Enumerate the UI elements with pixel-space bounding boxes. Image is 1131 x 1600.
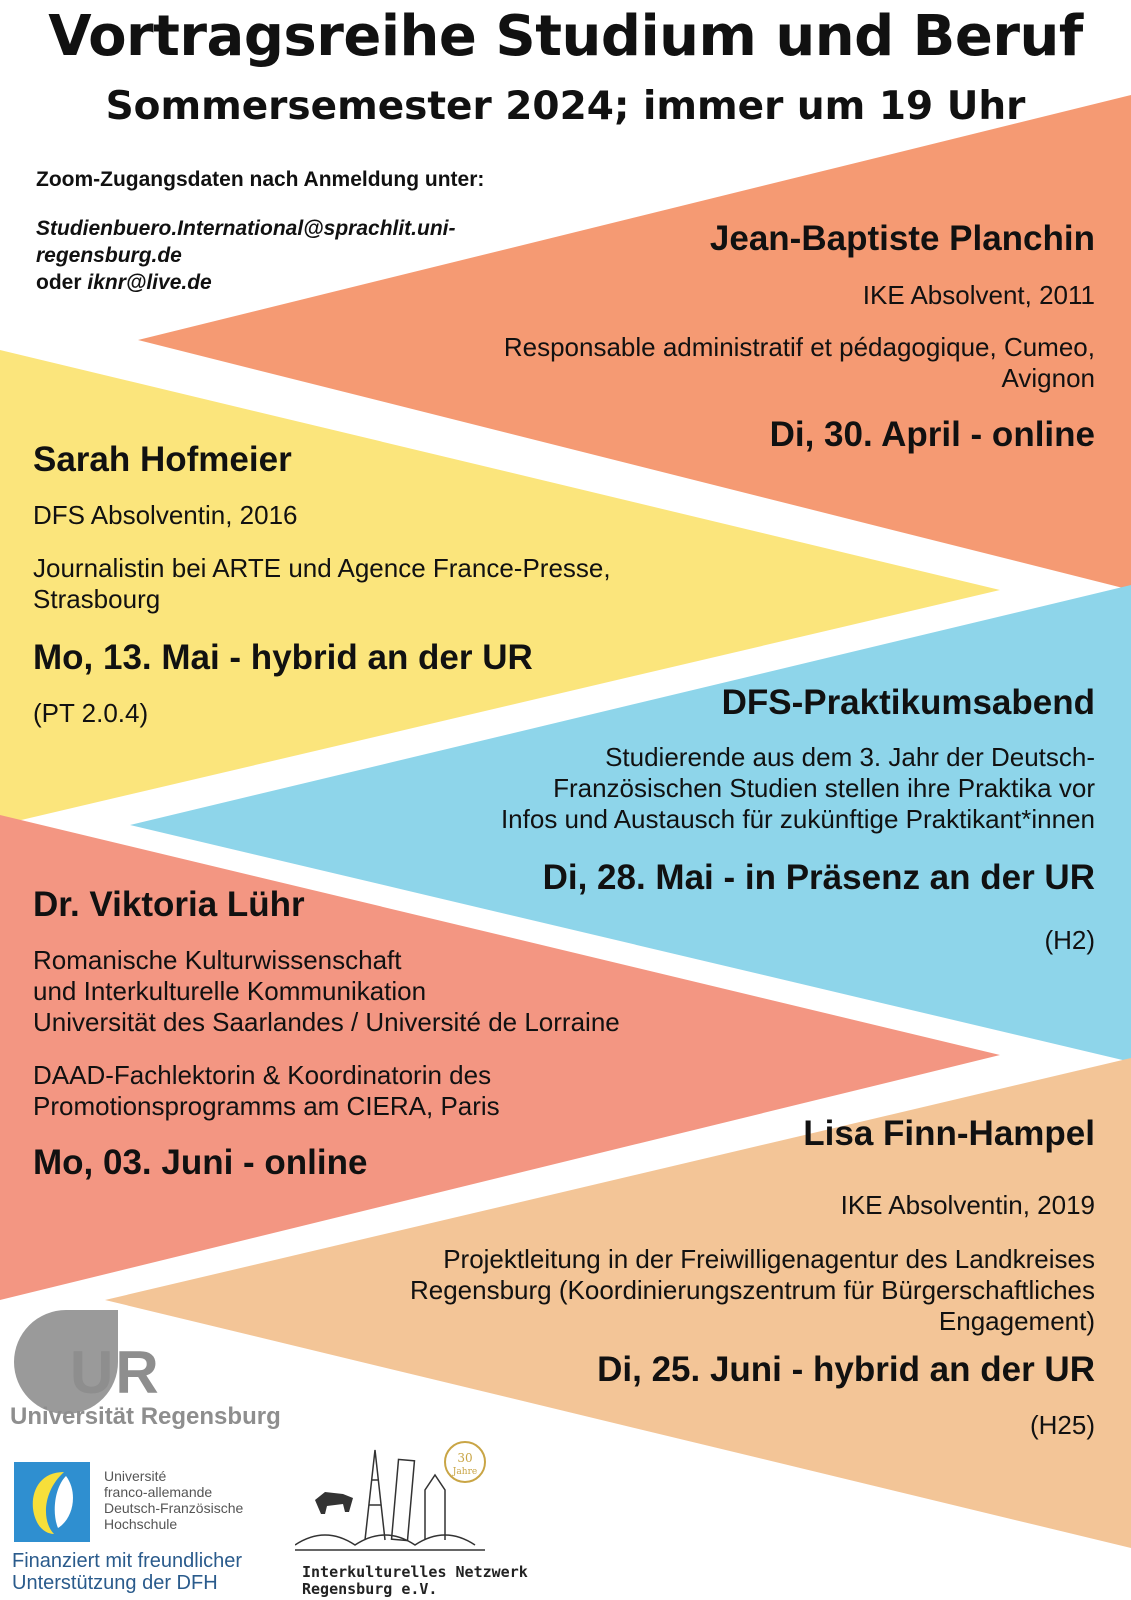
event2-detail1: DFS Absolventin, 2016: [33, 500, 298, 530]
event1-detail2-line2: Avignon: [1001, 363, 1095, 393]
email-link-line1[interactable]: Studienbuero.International@sprachlit.uni-: [36, 217, 456, 240]
event5-detail2-line2: Regensburg (Koordinierungszentrum für Bürgerschaftliches: [409, 1275, 1095, 1305]
event3-room: (H2): [1044, 925, 1095, 955]
event4-detail2-line1: DAAD-Fachlektorin & Koordinatorin des: [33, 1060, 492, 1090]
event2-detail2-line2: Strasbourg: [33, 584, 161, 614]
email-link-line2[interactable]: regensburg.de: [36, 244, 182, 267]
event2-date: Mo, 13. Mai - hybrid an der UR: [33, 638, 533, 677]
event4-detail2-line2: Promotionsprogramms am CIERA, Paris: [33, 1091, 500, 1121]
dfh-line4: Hochschule: [104, 1516, 178, 1532]
event4-date: Mo, 03. Juni - online: [33, 1143, 368, 1182]
dfh-name: [104, 1468, 243, 1532]
ur-logo-letters: UR: [70, 1339, 161, 1406]
event1-detail2-line1: Responsable administratif et pédagogique, Cumeo,: [503, 332, 1095, 362]
event1-date: Di, 30. April - online: [769, 415, 1095, 454]
zoom-info: Zoom-Zugangsdaten nach Anmeldung unter:: [36, 168, 485, 191]
poster-title: Vortragsreihe Studium und Beruf: [48, 4, 1083, 69]
event2-room: (PT 2.0.4): [33, 698, 149, 728]
event3-detail-line1: Studierende aus dem 3. Jahr der Deutsch-: [605, 742, 1095, 772]
ikn-line2: Regensburg e.V.: [302, 1580, 438, 1598]
event4-detail1-line2: und Interkulturelle Kommunikation: [33, 976, 427, 1006]
poster-subtitle: Sommersemester 2024; immer um 19 Uhr: [105, 84, 1026, 129]
event4-name: Dr. Viktoria Lühr: [33, 885, 305, 924]
event3-detail-line3: Infos und Austausch für zukünftige Praktikant*innen: [500, 804, 1095, 834]
ikn-line1: Interkulturelles Netzwerk: [302, 1563, 528, 1581]
ur-name: Universität Regensburg: [10, 1403, 281, 1430]
event5-detail2-line3: Engagement): [938, 1306, 1095, 1336]
ikn-badge-number: 30: [457, 1451, 473, 1465]
event5-detail2-line1: Projektleitung in der Freiwilligenagentur des Landkreises: [443, 1244, 1095, 1274]
contact-emails: [36, 215, 456, 296]
event4-detail1-line1: Romanische Kulturwissenschaft: [33, 945, 402, 975]
funding-line1: Finanziert mit freundlicher: [12, 1550, 243, 1572]
event3-name: DFS-Praktikumsabend: [721, 683, 1095, 722]
dfh-line3: Deutsch-Französische: [104, 1500, 244, 1516]
dfh-line1: Université: [104, 1468, 167, 1484]
event5-detail2: [410, 1244, 1095, 1337]
event2-name: Sarah Hofmeier: [33, 440, 292, 479]
event5-date: Di, 25. Juni - hybrid an der UR: [597, 1350, 1095, 1389]
event2-detail2-line1: Journalistin bei ARTE und Agence France-Presse,: [33, 553, 611, 583]
event1-detail2: [504, 332, 1095, 394]
event5-room: (H25): [1029, 1410, 1095, 1440]
event2-detail2: [33, 553, 611, 615]
event5-name: Lisa Finn-Hampel: [803, 1114, 1095, 1153]
event4-detail2: [33, 1060, 500, 1122]
event4-detail1: [33, 945, 620, 1038]
event3-detail: [501, 742, 1095, 835]
ikn-badge-word: Jahre: [452, 1467, 478, 1477]
dfh-line2: franco-allemande: [104, 1484, 213, 1500]
funding-note: [12, 1550, 242, 1594]
event4-detail1-line3: Universität des Saarlandes / Université de Lorraine: [33, 1007, 620, 1037]
event3-date: Di, 28. Mai - in Präsenz an der UR: [542, 858, 1095, 897]
event1-detail1: IKE Absolvent, 2011: [862, 280, 1095, 310]
dfh-logo-icon: [14, 1462, 90, 1542]
email-link-2[interactable]: iknr@live.de: [87, 271, 212, 294]
event1-name: Jean-Baptiste Planchin: [709, 219, 1095, 258]
event5-detail1: IKE Absolventin, 2019: [840, 1190, 1095, 1220]
ikn-logo-icon: [295, 1440, 495, 1558]
ikn-name: [302, 1564, 528, 1598]
funding-line2: Unterstützung der DFH: [12, 1572, 218, 1594]
or-word: oder: [36, 271, 82, 294]
event3-detail-line2: Französischen Studien stellen ihre Praktika vor: [553, 773, 1095, 803]
